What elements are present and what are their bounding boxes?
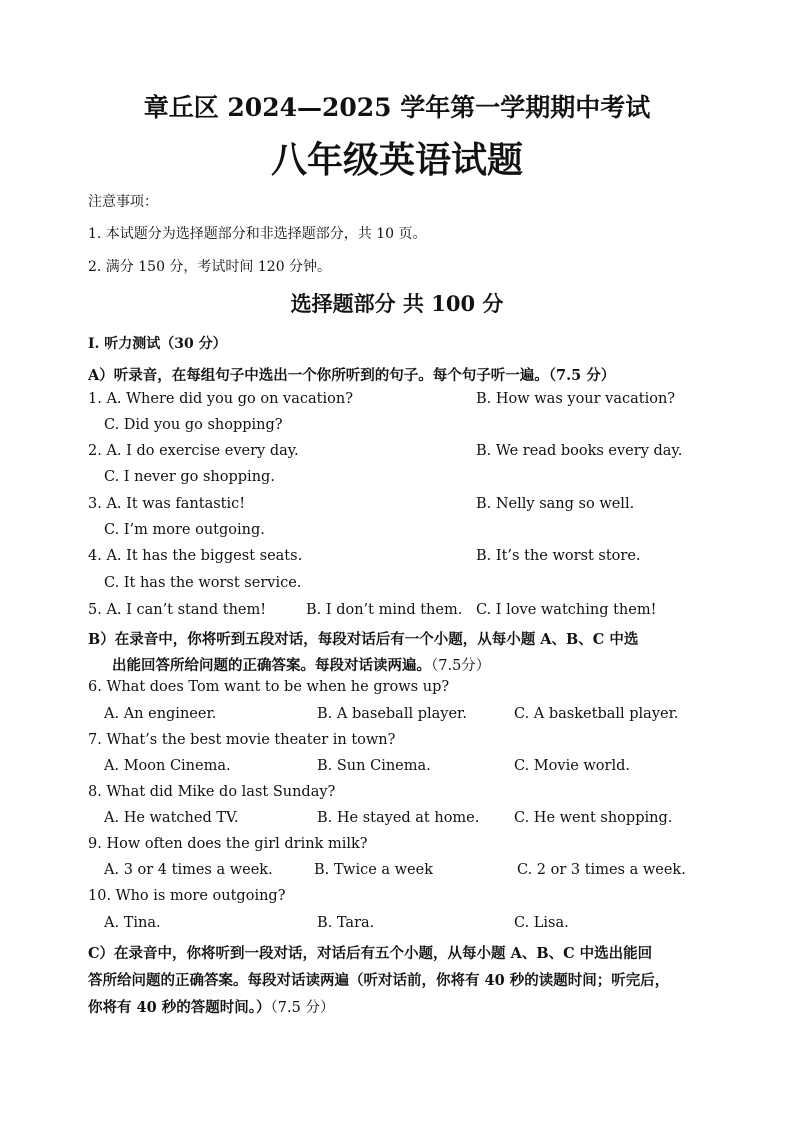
q4-option-c: C. It has the worst service.: [104, 575, 302, 591]
q6-option-c: C. A basketball player.: [514, 706, 679, 722]
q1-option-c: C. Did you go shopping?: [104, 417, 283, 433]
q3-option-b: B. Nelly sang so well.: [476, 496, 635, 512]
part1-title: I. 听力测试（30 分）: [88, 336, 227, 352]
q1-option-b: B. How was your vacation?: [476, 391, 676, 407]
q3-option-c: C. I’m more outgoing.: [104, 522, 265, 538]
partC-instruction-line1: C）在录音中，你将听到一段对话，对话后有五个小题，从每小题 A、B、C 中选出能回: [88, 945, 653, 962]
q8-option-c: C. He went shopping.: [514, 810, 673, 826]
q10-stem: 10. Who is more outgoing?: [88, 888, 286, 904]
partB-score: （7.5分）: [431, 658, 491, 674]
partB-instruction-line1: B）在录音中，你将听到五段对话，每段对话后有一个小题，从每小题 A、B、C 中选: [88, 631, 639, 648]
q5-option-a: 5. A. I can’t stand them!: [88, 602, 267, 618]
q4-option-b: B. It’s the worst store.: [476, 548, 641, 564]
q10-option-c: C. Lisa.: [514, 915, 569, 931]
q2-option-b: B. We read books every day.: [476, 443, 683, 459]
q5-option-c: C. I love watching them!: [476, 602, 657, 618]
note-item-2: 2. 满分 150 分，考试时间 120 分钟。: [88, 259, 332, 275]
partC-instruction-line3: [88, 996, 334, 1017]
q7-option-b: B. Sun Cinema.: [317, 758, 431, 774]
q8-option-a: A. He watched TV.: [104, 810, 239, 826]
exam-title-line2: 八年级英语试题: [270, 139, 523, 181]
partB-instruction-line2: [112, 654, 490, 675]
q9-option-b: B. Twice a week: [314, 862, 434, 878]
q6-stem: 6. What does Tom want to be when he grows up?: [88, 679, 450, 695]
q10-option-b: B. Tara.: [317, 915, 375, 931]
partC-instruction-line3-text: 你将有 40 秒的答题时间。）: [88, 999, 271, 1016]
q9-option-c: C. 2 or 3 times a week.: [517, 862, 686, 878]
q8-option-b: B. He stayed at home.: [317, 810, 480, 826]
q3-option-a: 3. A. It was fantastic!: [88, 496, 246, 512]
q9-stem: 9. How often does the girl drink milk?: [88, 836, 368, 852]
notes-heading: 注意事项：: [88, 194, 158, 210]
partC-score: （7.5 分）: [270, 1000, 335, 1016]
section-title: 选择题部分 共 100 分: [290, 291, 504, 316]
partA-instruction: A）听录音，在每组句子中选出一个你所听到的句子。每个句子听一遍。（7.5 分）: [88, 367, 616, 384]
q8-stem: 8. What did Mike do last Sunday?: [88, 784, 336, 800]
q7-stem: 7. What’s the best movie theater in town?: [88, 732, 396, 748]
q2-option-a: 2. A. I do exercise every day.: [88, 443, 299, 459]
note-item-1: 1. 本试题分为选择题部分和非选择题部分，共 10 页。: [88, 226, 427, 242]
q6-option-b: B. A baseball player.: [317, 706, 467, 722]
q6-option-a: A. An engineer.: [104, 706, 217, 722]
q5-option-b: B. I don’t mind them.: [306, 602, 463, 618]
q1-option-a: 1. A. Where did you go on vacation?: [88, 391, 353, 407]
partB-instruction-line2-text: 出能回答所给问题的正确答案。每段对话读两遍。: [112, 657, 431, 674]
q4-option-a: 4. A. It has the biggest seats.: [88, 548, 303, 564]
q2-option-c: C. I never go shopping.: [104, 469, 275, 485]
partC-instruction-line2: 答所给问题的正确答案。每段对话读两遍（听对话前，你将有 40 秒的读题时间；听完后，: [88, 972, 670, 989]
q7-option-c: C. Movie world.: [514, 758, 630, 774]
exam-title-line1: 章丘区 2024—2025 学年第一学期期中考试: [143, 93, 651, 122]
q7-option-a: A. Moon Cinema.: [104, 758, 231, 774]
q10-option-a: A. Tina.: [104, 915, 161, 931]
q9-option-a: A. 3 or 4 times a week.: [104, 862, 273, 878]
